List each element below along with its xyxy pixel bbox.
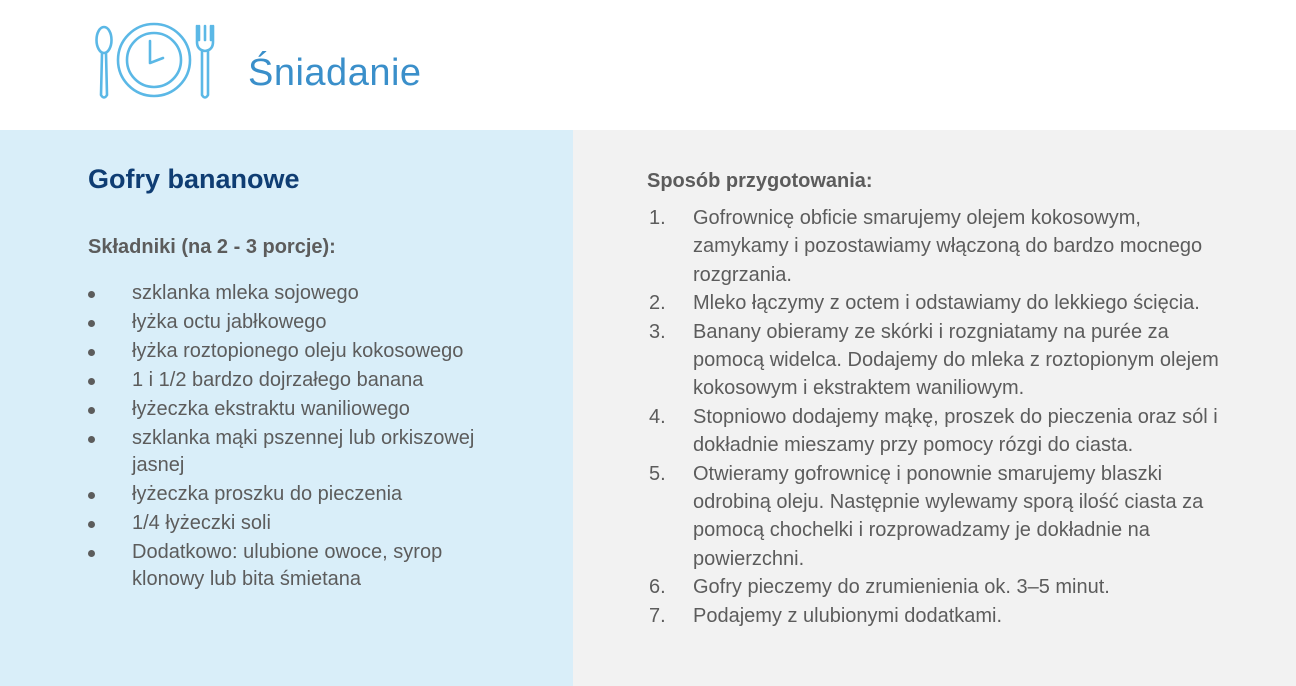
- bullet-icon: [88, 492, 95, 499]
- ingredient-item: łyżka roztopionego oleju kokosowego: [88, 338, 508, 365]
- step-number: 6.: [649, 576, 666, 599]
- bullet-icon: [88, 378, 95, 385]
- step-number: 2.: [649, 292, 666, 315]
- ingredient-item: 1/4 łyżeczki soli: [88, 510, 508, 537]
- step-item: [647, 204, 1227, 289]
- section-title: Śniadanie: [248, 52, 422, 94]
- ingredients-panel: [0, 130, 573, 686]
- step-item: [647, 289, 1227, 317]
- bullet-icon: [88, 521, 95, 528]
- step-text: Gofry pieczemy do zrumienienia ok. 3–5 minut.: [693, 576, 1110, 599]
- ingredient-item: łyżeczka proszku do pieczenia: [88, 481, 508, 508]
- step-text: Banany obieramy ze skórki i rozgniatamy na purée za pomocą widelca. Dodajemy do mleka z roztopionym olejem kokosowym i ekstraktem waniliowym.: [693, 320, 1219, 400]
- step-number: 5.: [649, 462, 666, 485]
- ingredient-item: szklanka mleka sojowego: [88, 280, 508, 307]
- step-item: [647, 602, 1227, 630]
- bullet-icon: [88, 436, 95, 443]
- step-item: [647, 460, 1227, 574]
- bullet-icon: [88, 550, 95, 557]
- step-number: 3.: [649, 320, 666, 343]
- step-text: Otwieramy gofrownicę i ponownie smarujemy blaszki odrobiną oleju. Następnie wylewamy sporą ilość ciasta za pomocą chochelki i rozprowadzamy je dokładnie na powierzchni.: [693, 462, 1204, 570]
- preparation-panel: [573, 130, 1296, 686]
- ingredient-item: łyżka octu jabłkowego: [88, 309, 508, 336]
- ingredient-item: Dodatkowo: ulubione owoce, syrop klonowy lub bita śmietana: [88, 539, 508, 593]
- step-number: 7.: [649, 604, 666, 627]
- step-item: [647, 318, 1227, 403]
- step-text: Stopniowo dodajemy mąkę, proszek do pieczenia oraz sól i dokładnie mieszamy przy pomocy rózgi do ciasta.: [693, 405, 1218, 457]
- preparation-heading: Sposób przygotowania:: [647, 170, 873, 192]
- step-item: [647, 573, 1227, 601]
- preparation-steps: [647, 204, 1227, 630]
- ingredient-item: szklanka mąki pszennej lub orkiszowej jasnej: [88, 425, 508, 479]
- bullet-icon: [88, 320, 95, 327]
- header: [0, 0, 1296, 130]
- ingredient-item: łyżeczka ekstraktu waniliowego: [88, 396, 508, 423]
- bullet-icon: [88, 291, 95, 298]
- step-text: Podajemy z ulubionymi dodatkami.: [693, 604, 1003, 627]
- ingredient-item: 1 i 1/2 bardzo dojrzałego banana: [88, 367, 508, 394]
- bullet-icon: [88, 349, 95, 356]
- recipe-title: Gofry bananowe: [88, 164, 300, 194]
- step-number: 4.: [649, 405, 666, 428]
- bullet-icon: [88, 407, 95, 414]
- ingredients-list: [88, 280, 508, 595]
- ingredients-heading: Składniki (na 2 - 3 porcje):: [88, 236, 336, 258]
- step-text: Gofrownicę obficie smarujemy olejem kokosowym, zamykamy i pozostawiamy włączoną do bardzo mocnego rozgrzania.: [693, 207, 1203, 286]
- step-text: Mleko łączymy z octem i odstawiamy do lekkiego ścięcia.: [693, 292, 1200, 315]
- plate-clock-cutlery-icon: [92, 20, 218, 104]
- step-item: [647, 403, 1227, 460]
- step-number: 1.: [649, 207, 666, 229]
